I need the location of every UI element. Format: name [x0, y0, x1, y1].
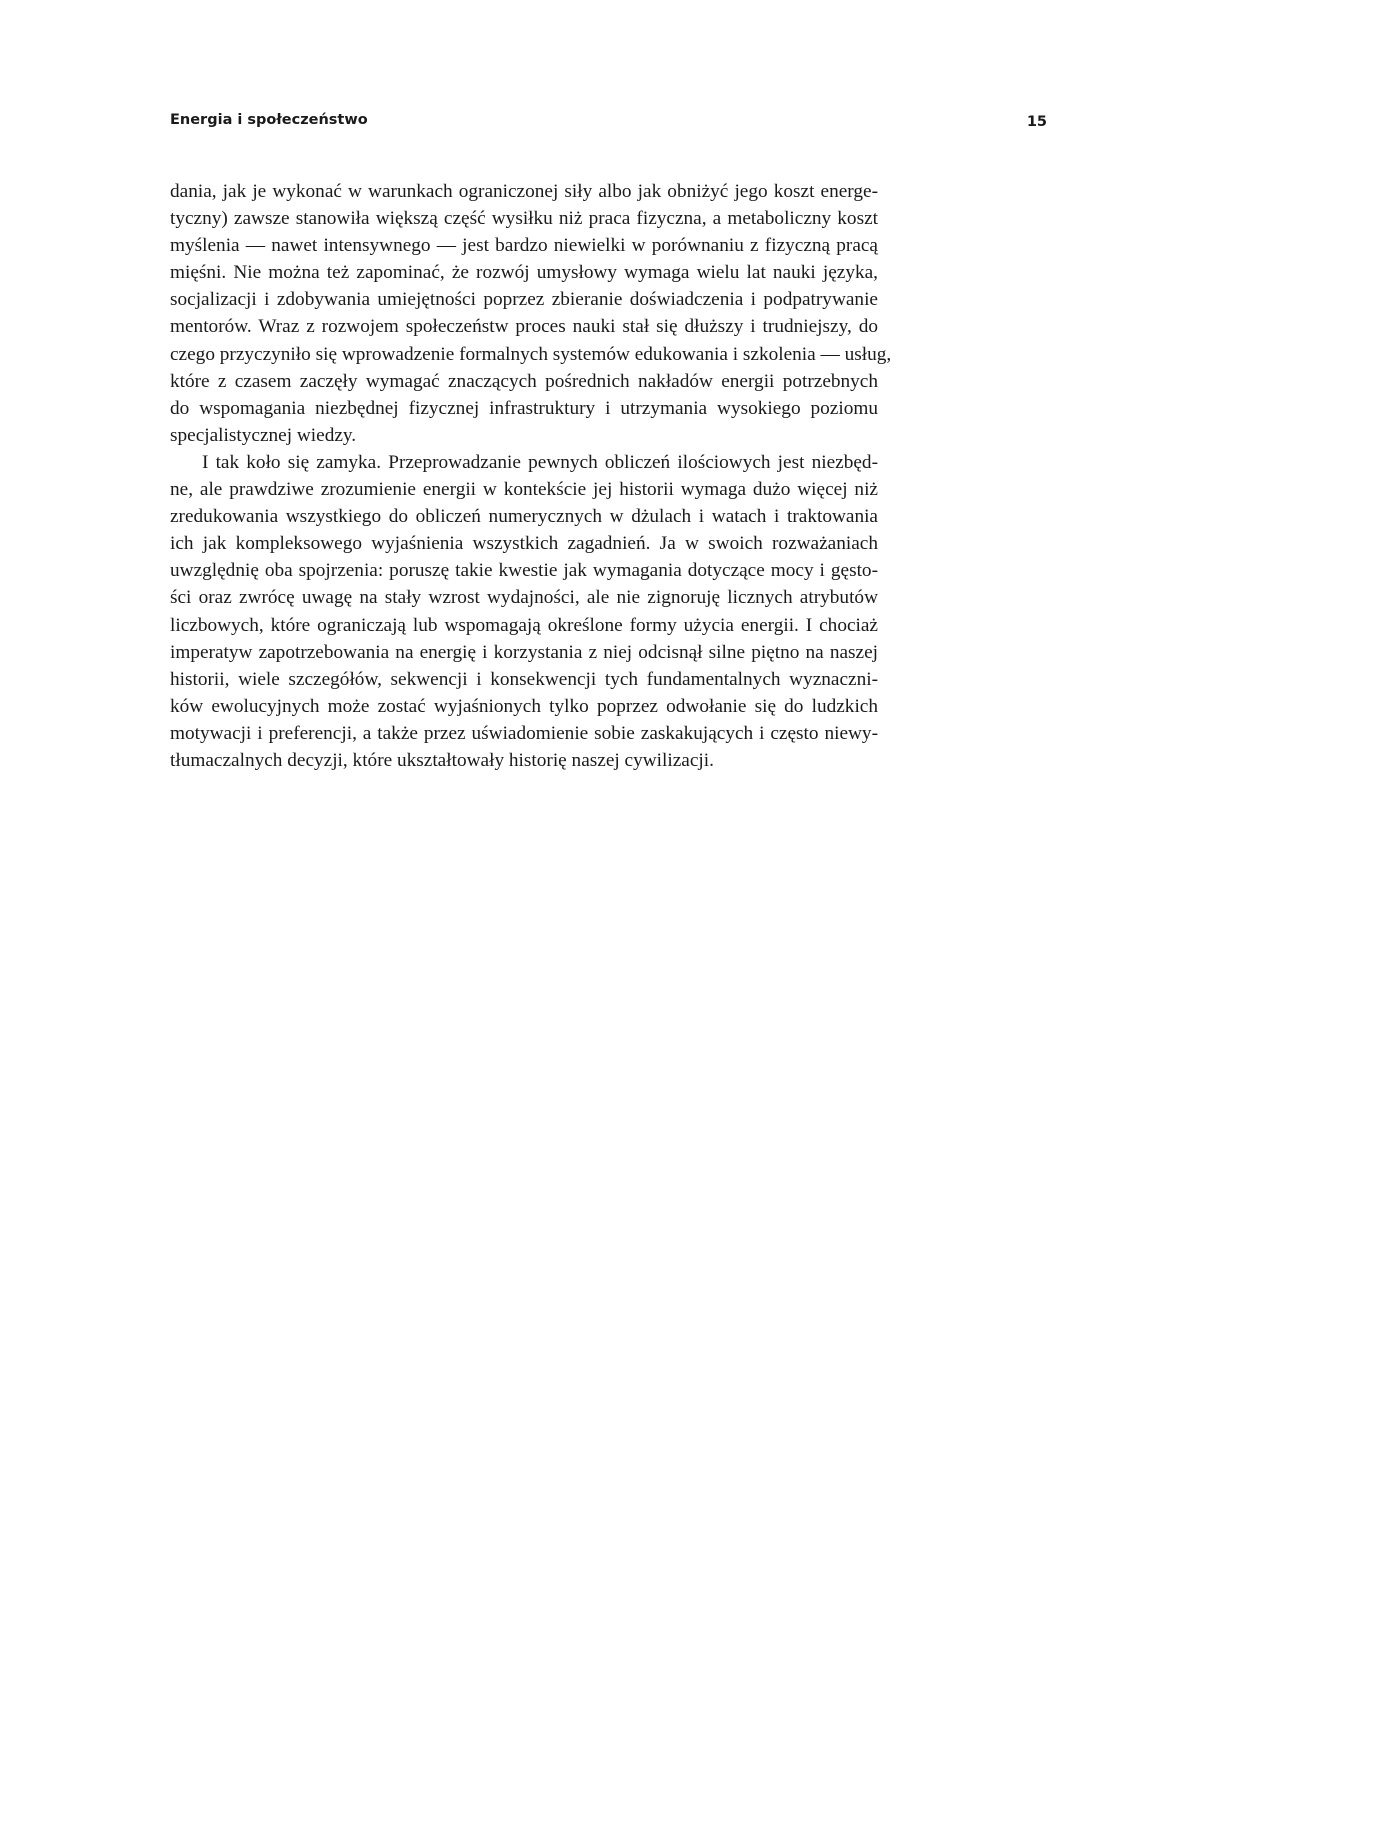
text-line: ści oraz zwrócę uwagę na stały wzrost wydajności, ale nie zignoruję licznych atrybutów	[170, 587, 878, 609]
paragraph	[170, 178, 892, 449]
body-text	[170, 178, 892, 774]
text-line: dania, jak je wykonać w warunkach ograniczonej siły albo jak obniżyć jego koszt energe-	[170, 181, 878, 202]
text-line: do wspomagania niezbędnej fizycznej infrastruktury i utrzymania wysokiego poziomu	[170, 397, 878, 419]
text-line: mentorów. Wraz z rozwojem społeczeństw proces nauki stał się dłuższy i trudniejszy, do	[170, 316, 878, 338]
text-line: czego przyczyniło się wprowadzenie formalnych systemów edukowania i szkolenia — usług,	[170, 343, 892, 365]
text-line: myślenia — nawet intensywnego — jest bardzo niewielki w porównaniu z fizyczną pracą	[170, 235, 878, 257]
text-line: uwzględnię oba spojrzenia: poruszę takie kwestie jak wymagania dotyczące mocy i gęsto-	[170, 560, 878, 582]
page-number: 15	[1026, 114, 1047, 130]
text-line: motywacji i preferencji, a także przez uświadomienie sobie zaskakujących i często niewy-	[170, 722, 878, 744]
text-line: tyczny) zawsze stanowiła większą część wysiłku niż praca fizyczna, a metaboliczny koszt	[170, 208, 878, 230]
text-line: socjalizacji i zdobywania umiejętności poprzez zbieranie doświadczenia i podpatrywanie	[170, 289, 878, 311]
running-head-title: Energia i społeczeństwo	[170, 112, 368, 128]
text-line: imperatyw zapotrzebowania na energię i korzystania z niej odcisnął silne piętno na naszej	[170, 641, 878, 663]
text-line: specjalistycznej wiedzy.	[170, 424, 357, 446]
text-line: mięśni. Nie można też zapominać, że rozwój umysłowy wymaga wielu lat nauki języka,	[170, 262, 878, 284]
text-line: ne, ale prawdziwe zrozumienie energii w kontekście jej historii wymaga dużo więcej niż	[170, 479, 878, 501]
text-line: liczbowych, które ograniczają lub wspomagają określone formy użycia energii. I chociaż	[170, 614, 878, 636]
text-line: zredukowania wszystkiego do obliczeń numerycznych w dżulach i watach i traktowania	[170, 506, 878, 528]
text-line: ków ewolucyjnych może zostać wyjaśnionych tylko poprzez odwołanie się do ludzkich	[170, 695, 878, 717]
text-line: historii, wiele szczegółów, sekwencji i konsekwencji tych fundamentalnych wyznaczni-	[170, 668, 878, 690]
text-line: które z czasem zaczęły wymagać znaczących pośrednich nakładów energii potrzebnych	[170, 370, 878, 392]
text-line: ich jak kompleksowego wyjaśnienia wszystkich zagadnień. Ja w swoich rozważaniach	[170, 533, 878, 555]
text-line: tłumaczalnych decyzji, które ukształtowały historię naszej cywilizacji.	[170, 749, 714, 771]
paragraph	[170, 449, 878, 774]
text-line: I tak koło się zamyka. Przeprowadzanie pewnych obliczeń ilościowych jest niezbęd-	[202, 451, 878, 473]
